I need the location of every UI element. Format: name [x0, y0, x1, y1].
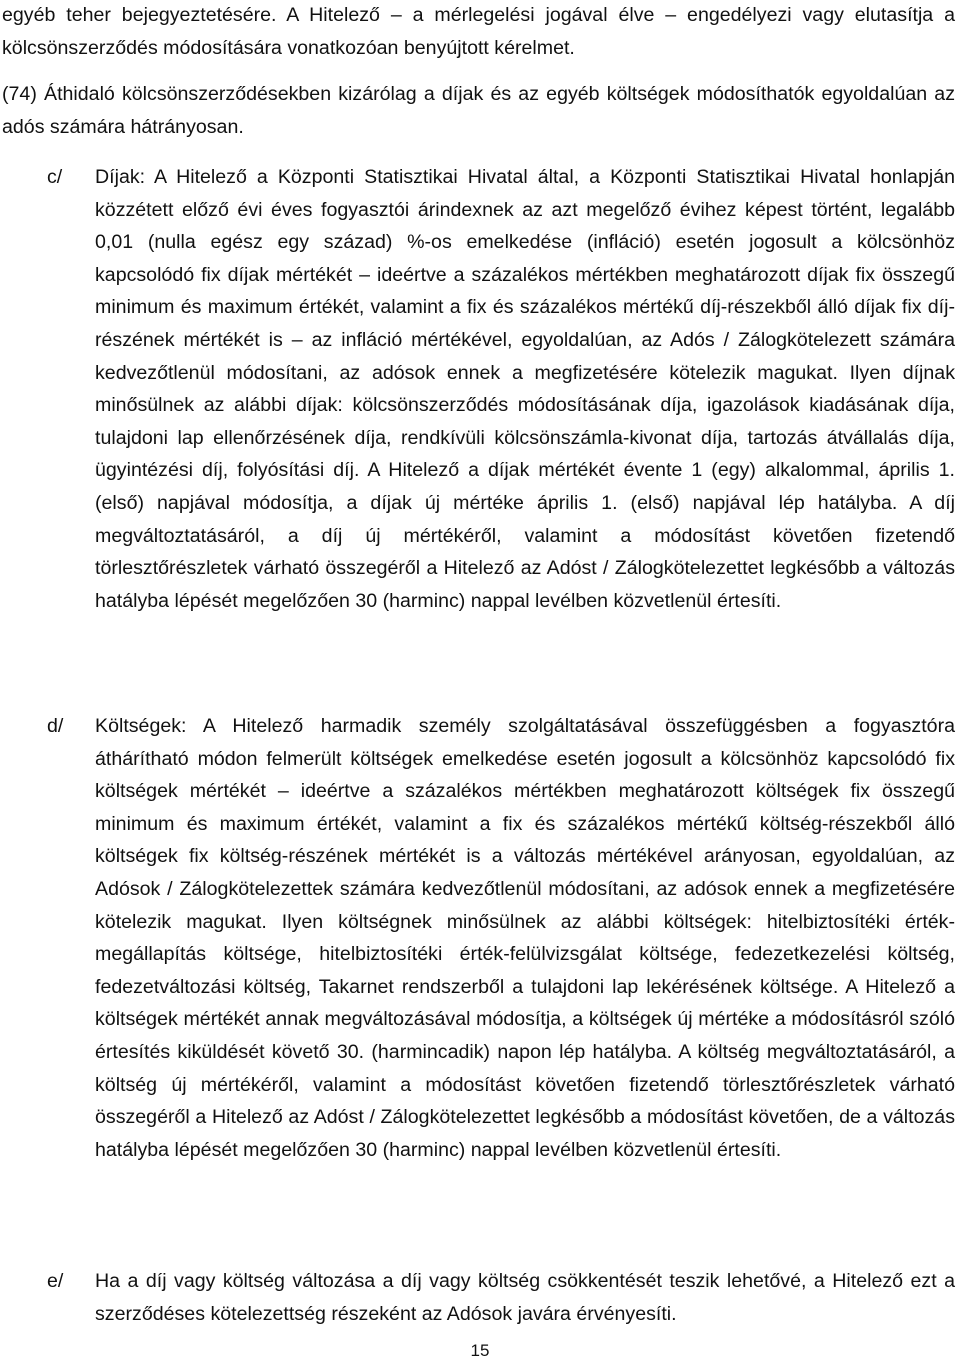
list-marker-e: e/ — [47, 1270, 64, 1292]
list-item-e-text: Ha a díj vagy költség változása a díj vagy költség csökkentését teszik lehetővé, a Hitelező ezt a szerződéses kötelezettség részeként az Adósok javára érvényesíti. — [95, 1270, 955, 1325]
paragraph-74: (74) Áthidaló kölcsönszerződésekben kizárólag a díjak és az egyéb költségek módosíthatók egyoldalúan az adós számára hátrányosan. — [2, 83, 955, 138]
list-marker-d: d/ — [47, 715, 64, 737]
list-item-c-text: Díjak: A Hitelező a Központi Statisztikai Hivatal által, a Központi Statisztikai Hivatal honlapján közzétett előző évi éves fogyasztói árindexnek az azt megelőző évihez képest történt, legalább 0,01 (nulla egész egy század) %-os emelkedése (infláció) esetén jogosult a kölcsönhöz kapcsolódó fix díjak mértékét – ideértve a százalékos mértékben meghatározott díjak fix összegű minimum és maximum értékét, valamint a fix és százalékos mértékű díj-részekből álló díjak fix díj-részének mértékét is – az infláció mértékével, egyoldalúan, az Adós / Zálogkötelezett számára kedvezőtlenül módosítani, az adósok ennek a megfizetésére kötelezik magukat. Ilyen díjnak minősülnek az alábbi díjak: kölcsönszerződés módosításának díja, igazolások kiadásának díja, tulajdoni lap ellenőrzésének díja, rendkívüli kölcsönszámla-kivonat díja, tartozás átvállalás díja, ügyintézési díj, folyósítási díj. A Hitelező a díjak mértékét évente 1 (egy) alkalommal, április 1. (első) napjával módosítja, a díjak új mértéke április 1. (első) napjával lép hatályba. A díj megváltoztatásáról, a díj új mértékéről, valamint a módosítást követően fizetendő törlesztőrészletek várható összegéről a Hitelező az Adóst / Zálogkötelezettet legkésőbb a változás hatályba lépését megelőzően 30 (harminc) nappal levélben közvetlenül értesíti. — [95, 166, 955, 612]
list-item-d-text: Költségek: A Hitelező harmadik személy szolgáltatásával összefüggésben a fogyasztóra áthárítható módon felmerült költségek emelkedése esetén jogosult a kölcsönhöz kapcsolódó fix költségek mértékét – ideértve a százalékos mértékben meghatározott költségek fix összegű minimum és maximum értékét, valamint a fix és százalékos mértékű költség-részekből álló költségek fix költség-részének mértékét is a változás mértékével arányosan, egyoldalúan, az Adósok / Zálogkötelezettek számára kedvezőtlenül módosítani, az adósok ennek a megfizetésére kötelezik magukat. Ilyen költségnek minősülnek az alábbi költségek: hitelbiztosítéki érték-megállapítás költsége, hitelbiztosítéki érték-felülvizsgálat költsége, fedezetkezelési költség, fedezetváltozási költség, Takarnet rendszerből a tulajdoni lap lekérésének költsége. A Hitelező a költségek mértékét annak megváltozásával módosítja, a költségek új mértéke a módosításról szóló értesítés kiküldését követő 30. (harmincadik) napon lép hatályba. A költség megváltoztatásáról, a költség új mértékéről, valamint a módosítást követően fizetendő törlesztőrészletek várható összegéről a Hitelező az Adóst / Zálogkötelezettet legkésőbb a módosítást követően, de a változás hatályba lépését megelőzően 30 (harminc) nappal levélben közvetlenül értesíti. — [95, 715, 955, 1161]
continuation-paragraph: egyéb teher bejegyeztetésére. A Hitelező – a mérlegelési jogával élve – engedélyezi vagy elutasítja a kölcsönszerződés módosítására vonatkozóan benyújtott kérelmet. — [2, 4, 955, 59]
list-marker-c: c/ — [47, 166, 63, 188]
page-number: 15 — [470, 1341, 490, 1360]
